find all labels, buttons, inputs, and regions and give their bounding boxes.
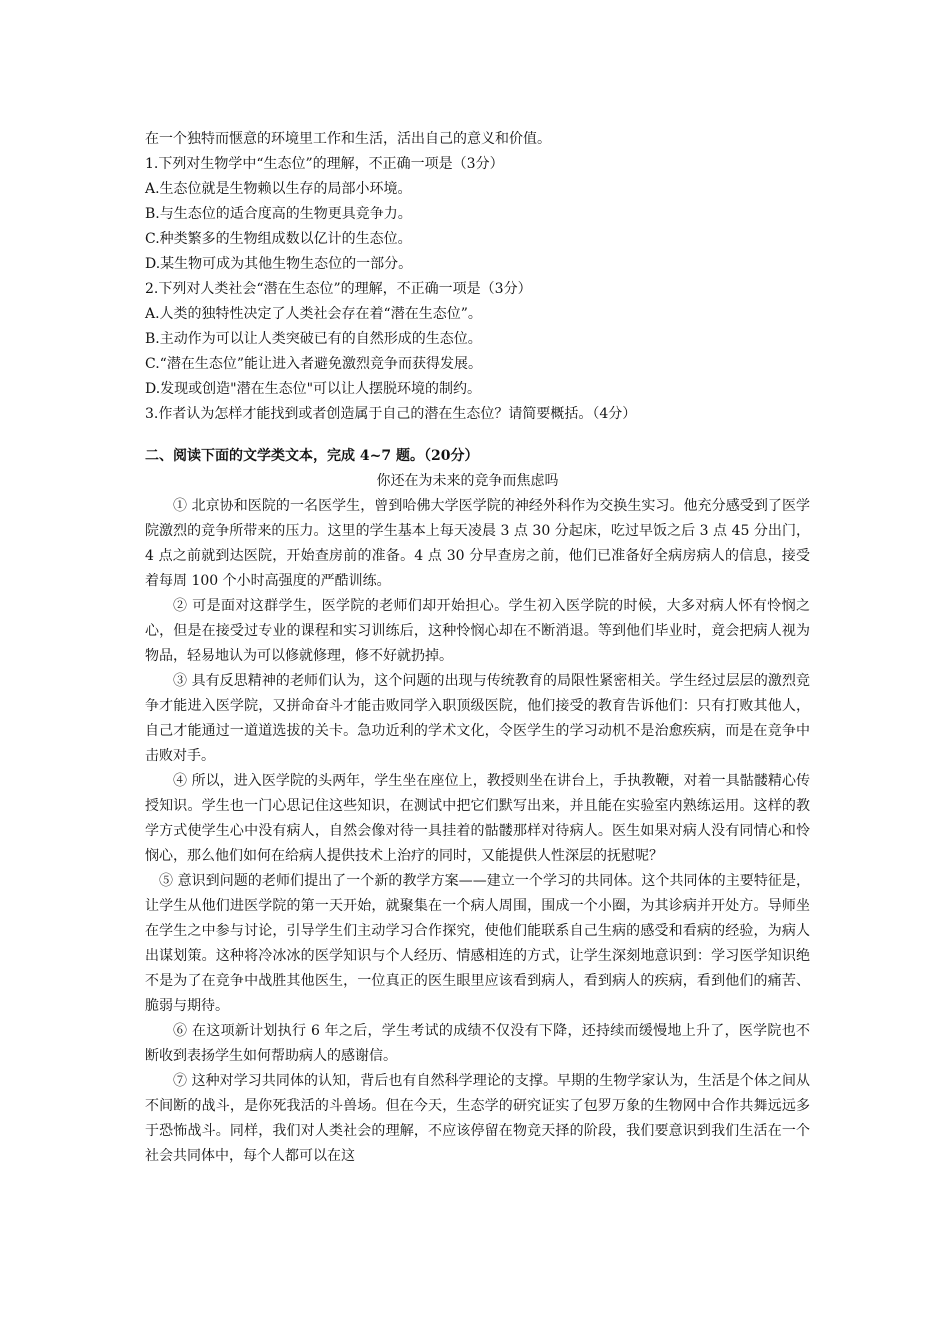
article-paragraph: ③ 具有反思精神的老师们认为，这个问题的出现与传统教育的局限性紧密相关。学生经过层层的激烈竞争才能进入医学院，又拼命奋斗才能击败同学入职顶级医院，他们接受的教育告诉他们：只有打败其他人，自己才能通过一道道选拔的关卡。急功近利的学术文化，令医学生的学习动机不是治愈疾病，而是在竞争中击败对手。: [145, 673, 810, 764]
article-paragraph: ⑤ 意识到问题的老师们提出了一个新的教学方案——建立一个学习的共同体。这个共同体的主要特征是，让学生从他们进医学院的第一天开始，就聚集在一个病人周围，围成一个小圈，为其诊病并开处方。导师坐在学生之中参与讨论，引导学生们主动学习合作探究，使他们能联系自己生病的感受和看病的经验，为病人出谋划策。这种将冷冰冰的医学知识与个人经历、情感相连的方式，让学生深刻地意识到：学习医学知识绝不是为了在竞争中战胜其他医生，一位真正的医生眼里应该看到病人，看到病人的疾病，看到他们的痛苦、脆弱与期待。: [145, 873, 810, 1014]
article-paragraph: ④ 所以，进入医学院的头两年，学生坐在座位上，教授则坐在讲台上，手执教鞭，对着一具骷髅精心传授知识。学生也一门心思记住这些知识，在测试中把它们默写出来，并且能在实验室内熟练运用。这样的教学方式使学生心中没有病人，自然会像对待一具挂着的骷髅那样对待病人。医生如果对病人没有同情心和怜悯心，那么他们如何在给病人提供技术上治疗的同时，又能提供人性深层的抚慰呢？: [145, 773, 810, 864]
question-option: C.种类繁多的生物组成数以亿计的生态位。: [145, 231, 412, 247]
question-option: A.生态位就是生物赖以生存的局部小环境。: [145, 181, 412, 197]
question-option: C.“潜在生态位”能让进入者避免激烈竞争而获得发展。: [145, 356, 482, 372]
question-option: B.与生态位的适合度高的生物更具竞争力。: [145, 206, 412, 222]
article-paragraph: ① 北京协和医院的一名医学生，曾到哈佛大学医学院的神经外科作为交换生实习。他充分感受到了医学院激烈的竞争所带来的压力。这里的学生基本上每天凌晨 3 点 30 分起床，吃过早饭之后 3 点 45 分出门，4 点之前就到达医院，开始查房前的准备。4 点 30 分早查房之前，他们已准备好全病房病人的信息，接受着每周 100 个小时高强度的严酷训练。: [145, 498, 810, 589]
article-paragraph: ⑥ 在这项新计划执行 6 年之后，学生考试的成绩不仅没有下降，还持续而缓慢地上升了，医学院也不断收到表扬学生如何帮助病人的感谢信。: [145, 1023, 810, 1064]
question-option: A.人类的独特性决定了人类社会存在着“潜在生态位”。: [145, 306, 482, 322]
article-paragraph: ⑦ 这种对学习共同体的认知，背后也有自然科学理论的支撑。早期的生物学家认为，生活是个体之间从不间断的战斗，是你死我活的斗兽场。但在今天，生态学的研究证实了包罗万象的生物网中合作共舞远远多于恐怖战斗。同样，我们对人类社会的理解，不应该停留在物竞天择的阶段，我们要意识到我们生活在一个社会共同体中，每个人都可以在这: [145, 1073, 810, 1164]
article-paragraph: ② 可是面对这群学生，医学院的老师们却开始担心。学生初入医学院的时候，大多对病人怀有怜悯之心，但是在接受过专业的课程和实习训练后，这种怜悯心却在不断消退。等到他们毕业时，竟会把病人视为物品，轻易地认为可以修就修理，修不好就扔掉。: [145, 598, 810, 664]
question-2: [145, 277, 810, 402]
section-heading: 二、阅读下面的文学类文本，完成 4~7 题。（20分）: [145, 448, 479, 464]
question-stem: 2.下列对人类社会“潜在生态位”的理解，不正确一项是（3分）: [145, 281, 532, 297]
section-spacer: [145, 427, 810, 444]
intro-continuation: 在一个独特而惬意的环境里工作和生活，活出自己的意义和价值。: [145, 131, 551, 147]
question-1: [145, 152, 810, 277]
page-content: [145, 127, 810, 1169]
question-option: D.某生物可成为其他生物生态位的一部分。: [145, 256, 413, 272]
question-stem: 1.下列对生物学中“生态位”的理解，不正确一项是（3分）: [145, 156, 504, 172]
question-option: D.发现或创造"潜在生态位"可以让人摆脱环境的制约。: [145, 381, 482, 397]
article-title: 你还在为未来的竞争而焦虑吗: [376, 473, 559, 489]
question-stem: 3.作者认为怎样才能找到或者创造属于自己的潜在生态位？请简要概括。（4分）: [145, 406, 637, 422]
question-3: [145, 402, 810, 427]
question-option: B.主动作为可以让人类突破已有的自然形成的生态位。: [145, 331, 482, 347]
